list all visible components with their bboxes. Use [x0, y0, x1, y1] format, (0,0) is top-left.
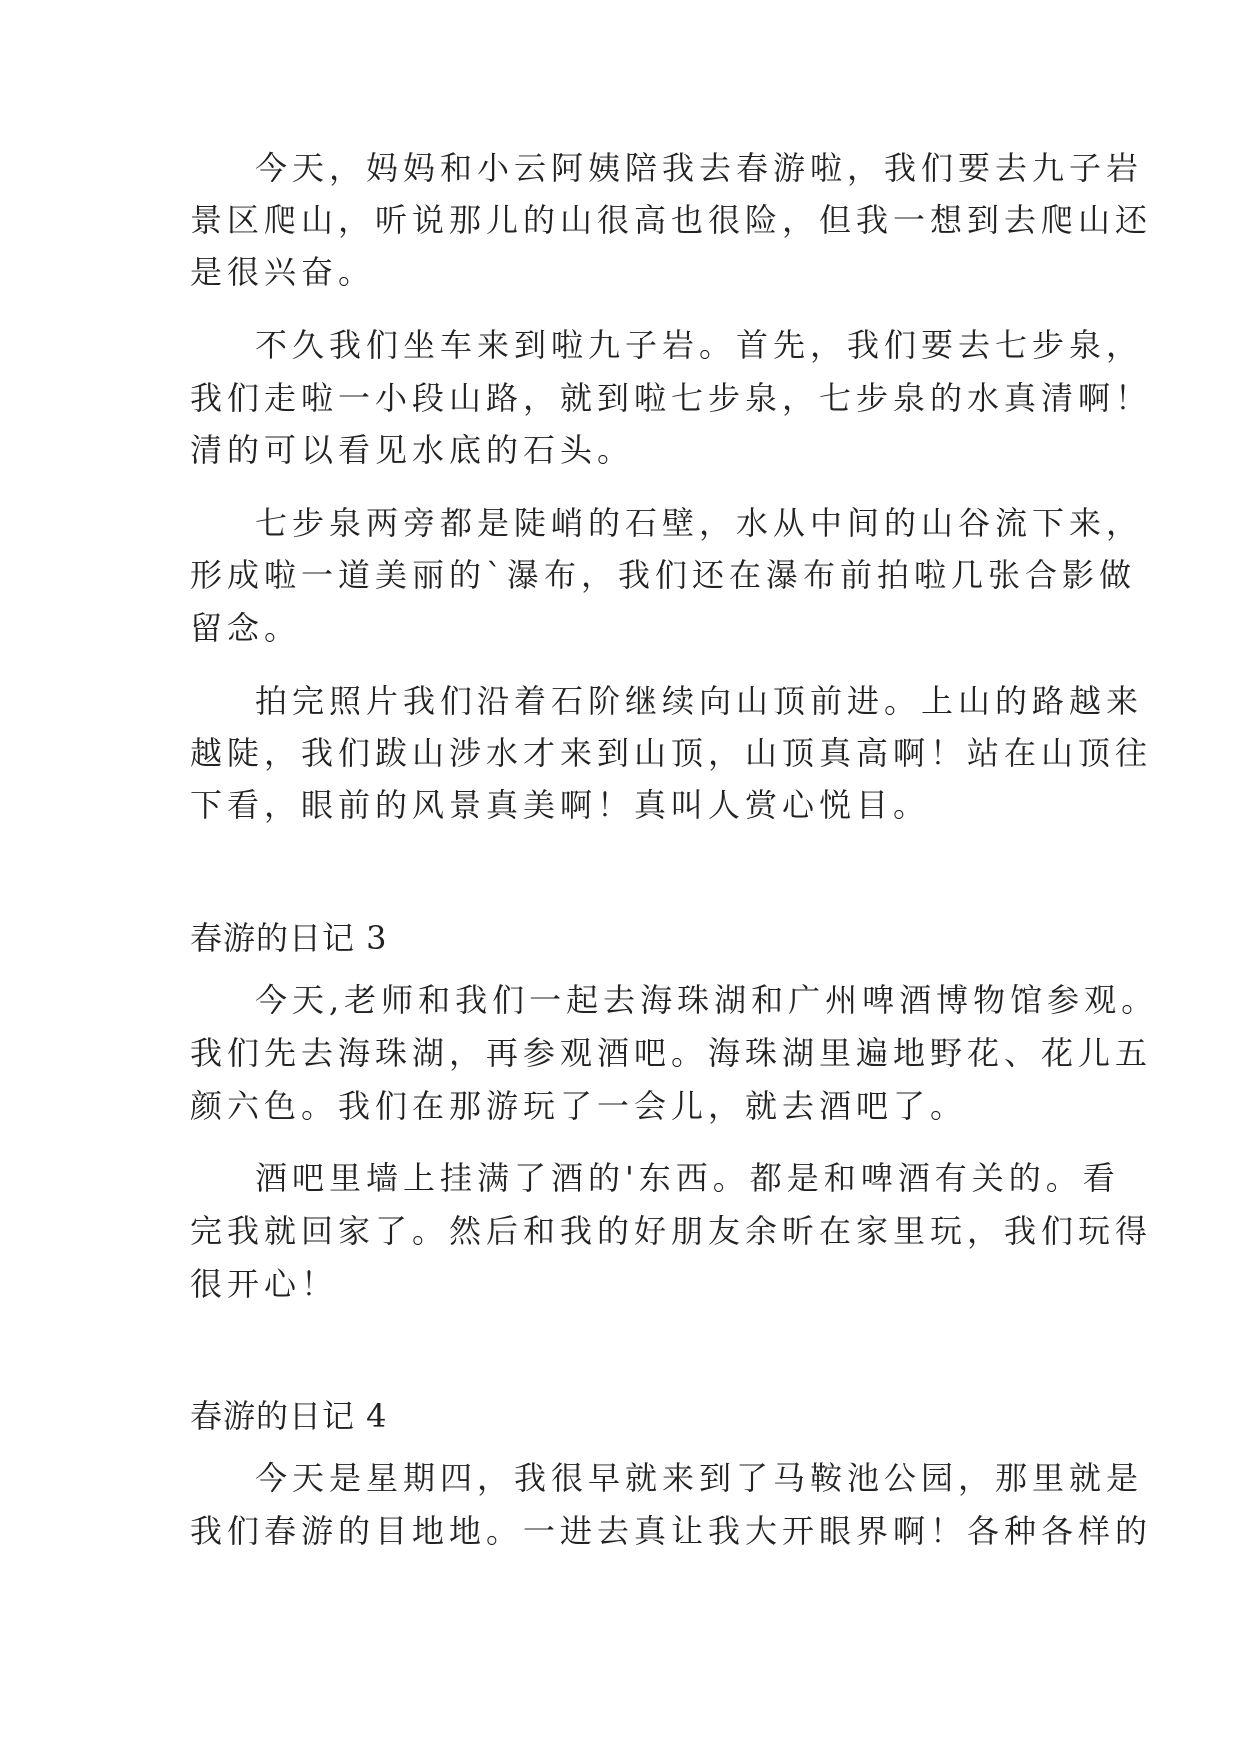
- paragraph-line: 今天,老师和我们一起去海珠湖和广州啤酒博物馆参观。: [255, 981, 1159, 1019]
- paragraph-line: 下看，眼前的风景真美啊！真叫人赏心悦目。: [190, 786, 931, 824]
- paragraph-line: 今天是星期四，我很早就来到了马鞍池公园，那里就是: [255, 1459, 1144, 1497]
- paragraph-line: 我们走啦一小段山路，就到啦七步泉，七步泉的水真清啊！: [190, 379, 1153, 417]
- paragraph-line: 七步泉两旁都是陡峭的石壁，水从中间的山谷流下来，: [255, 504, 1144, 542]
- paragraph-line: 我们春游的目地地。一进去真让我大开眼界啊！各种各样的: [190, 1512, 1153, 1550]
- paragraph-line: 不久我们坐车来到啦九子岩。首先，我们要去七步泉，: [255, 326, 1144, 364]
- paragraph-line: 越陡，我们跋山涉水才来到山顶，山顶真高啊！站在山顶往: [190, 734, 1153, 772]
- paragraph-line: 留念。: [190, 609, 302, 647]
- paragraph-line: 是很兴奋。: [190, 253, 376, 291]
- paragraph-line: 景区爬山，听说那儿的山很高也很险，但我一想到去爬山还: [190, 201, 1153, 239]
- paragraph-line: 清的可以看见水底的石头。: [190, 431, 635, 469]
- section-heading: 春游的日记 3: [190, 919, 388, 957]
- paragraph-line: 拍完照片我们沿着石阶继续向山顶前进。上山的路越来: [255, 682, 1144, 720]
- paragraph-line: 完我就回家了。然后和我的好朋友余昕在家里玩，我们玩得: [190, 1212, 1153, 1250]
- paragraph-line: 今天，妈妈和小云阿姨陪我去春游啦，我们要去九子岩: [255, 149, 1144, 187]
- paragraph-line: 形成啦一道美丽的`瀑布，我们还在瀑布前拍啦几张合影做: [190, 556, 1137, 594]
- paragraph-line: 酒吧里墙上挂满了酒的'东西。都是和啤酒有关的。看: [255, 1159, 1120, 1197]
- paragraph-line: 我们先去海珠湖，再参观酒吧。海珠湖里遍地野花、花儿五: [190, 1034, 1153, 1072]
- paragraph-line: 很开心！: [190, 1265, 339, 1303]
- paragraph-line: 颜六色。我们在那游玩了一会儿，就去酒吧了。: [190, 1087, 968, 1125]
- section-heading: 春游的日记 4: [190, 1397, 388, 1435]
